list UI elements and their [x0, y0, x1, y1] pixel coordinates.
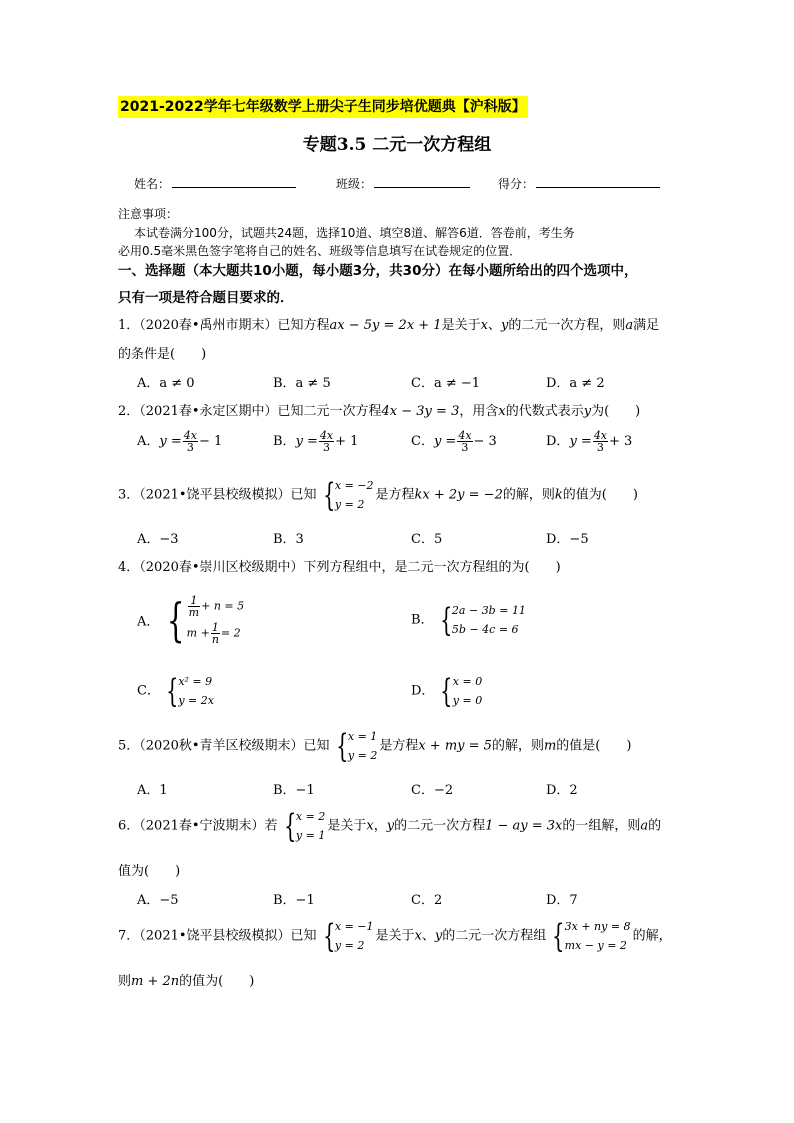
class-field[interactable] — [336, 175, 470, 192]
q4-option-b[interactable]: B． { 2a − 3b = 11 5b − 4c = 6 — [411, 601, 526, 639]
q5-option-b[interactable]: B．−1 — [273, 783, 315, 798]
score-underline[interactable] — [536, 176, 660, 188]
q6-option-d[interactable]: D．7 — [546, 893, 578, 908]
question-7: 7．（2021•饶平县校级模拟）已知 { x = −1 y = 2 是关于x、y的二元一次方程组 { 3x + ny = 8 mx − y = 2 的解， — [118, 917, 672, 955]
q5-option-a[interactable]: A．1 — [137, 783, 168, 798]
q4-option-a[interactable]: A． { $\frac{1}{m}$ + n = 5 m + $\frac{1}{n}$ = 2 — [137, 593, 245, 647]
question-5: 5．（2020秋•青羊区校级期末）已知 { x = 1 y = 2 是方程x + my = 5的解，则m的值是( ) — [118, 727, 632, 765]
question-3: 3．（2021•饶平县校级模拟）已知 { x = −2 y = 2 是方程kx + 2y = −2的解，则k的值为( ) — [118, 476, 638, 514]
q6-option-c[interactable]: C．2 — [411, 893, 443, 908]
q3-option-c[interactable]: C．5 — [411, 532, 443, 547]
q2-option-d[interactable]: D．y = $\frac{4x}{3}$ + 3 — [546, 429, 633, 454]
question-6-line-2: 值为( ) — [118, 864, 181, 879]
question-1: 1．（2020春•禹州市期末）已知方程ax − 5y = 2x + 1是关于x、y的二元一次方程，则a满足 — [118, 318, 660, 333]
section-heading-line-1: 一、选择题（本大题共10小题，每小题3分，共30分）在每小题所给出的四个选项中， — [118, 263, 638, 279]
q3-option-b[interactable]: B．3 — [273, 532, 304, 547]
header-banner: 2021-2022学年七年级数学上册尖子生同步培优题典【沪科版】 — [118, 96, 528, 118]
q2-option-b[interactable]: B．y = $\frac{4x}{3}$ + 1 — [273, 429, 359, 454]
q4-option-c[interactable]: C． { x² = 9 y = 2x — [137, 672, 214, 710]
question-6: 6．（2021春•宁波期末）若 { x = 2 y = 1 是关于x，y的二元一次方程1 − ay = 3x的一组解，则a的 — [118, 807, 662, 845]
notes-line-2: 必用0.5毫米黑色签字笔将自己的姓名、班级等信息填写在试卷规定的位置． — [118, 244, 522, 258]
notes-line-1: 本试卷满分100分，试题共24题，选择10道、填空8道、解答6道．答卷前，考生务 — [134, 226, 575, 240]
q1-option-d[interactable]: D．a ≠ 2 — [546, 376, 605, 391]
q2-option-a[interactable]: A．y = $\frac{4x}{3}$ − 1 — [137, 429, 223, 454]
q1-option-c[interactable]: C．a ≠ −1 — [411, 376, 481, 391]
score-field[interactable] — [498, 175, 660, 192]
q3-option-d[interactable]: D．−5 — [546, 532, 589, 547]
class-underline[interactable] — [374, 176, 470, 188]
name-field[interactable] — [134, 175, 296, 192]
q5-option-d[interactable]: D．2 — [546, 783, 578, 798]
q1-option-a[interactable]: A．a ≠ 0 — [137, 376, 195, 391]
q6-option-b[interactable]: B．−1 — [273, 893, 315, 908]
name-underline[interactable] — [172, 176, 296, 188]
q6-option-a[interactable]: A．−5 — [137, 893, 179, 908]
name-label: 姓名： — [134, 177, 171, 191]
section-heading-line-2: 只有一项是符合题目要求的． — [118, 290, 294, 306]
score-label: 得分： — [498, 177, 535, 191]
q5-option-c[interactable]: C．−2 — [411, 783, 454, 798]
q3-option-a[interactable]: A．−3 — [137, 532, 179, 547]
question-7-line-2: 则m + 2n的值为( ) — [118, 974, 255, 989]
question-1-line-2: 的条件是( ) — [118, 347, 207, 362]
page-title: 专题3.5 二元一次方程组 — [302, 135, 492, 155]
notes-heading: 注意事项： — [118, 207, 179, 221]
class-label: 班级： — [336, 177, 373, 191]
q2-option-c[interactable]: C．y = $\frac{4x}{3}$ − 3 — [411, 429, 497, 454]
q1-option-b[interactable]: B．a ≠ 5 — [273, 376, 331, 391]
q4-option-d[interactable]: D． { x = 0 y = 0 — [411, 672, 483, 710]
question-2: 2．（2021春•永定区期中）已知二元一次方程4x − 3y = 3，用含x的代数式表示y为( ) — [118, 404, 641, 419]
question-4: 4．（2020春•崇川区校级期中）下列方程组中，是二元一次方程组的为( ) — [118, 560, 561, 575]
